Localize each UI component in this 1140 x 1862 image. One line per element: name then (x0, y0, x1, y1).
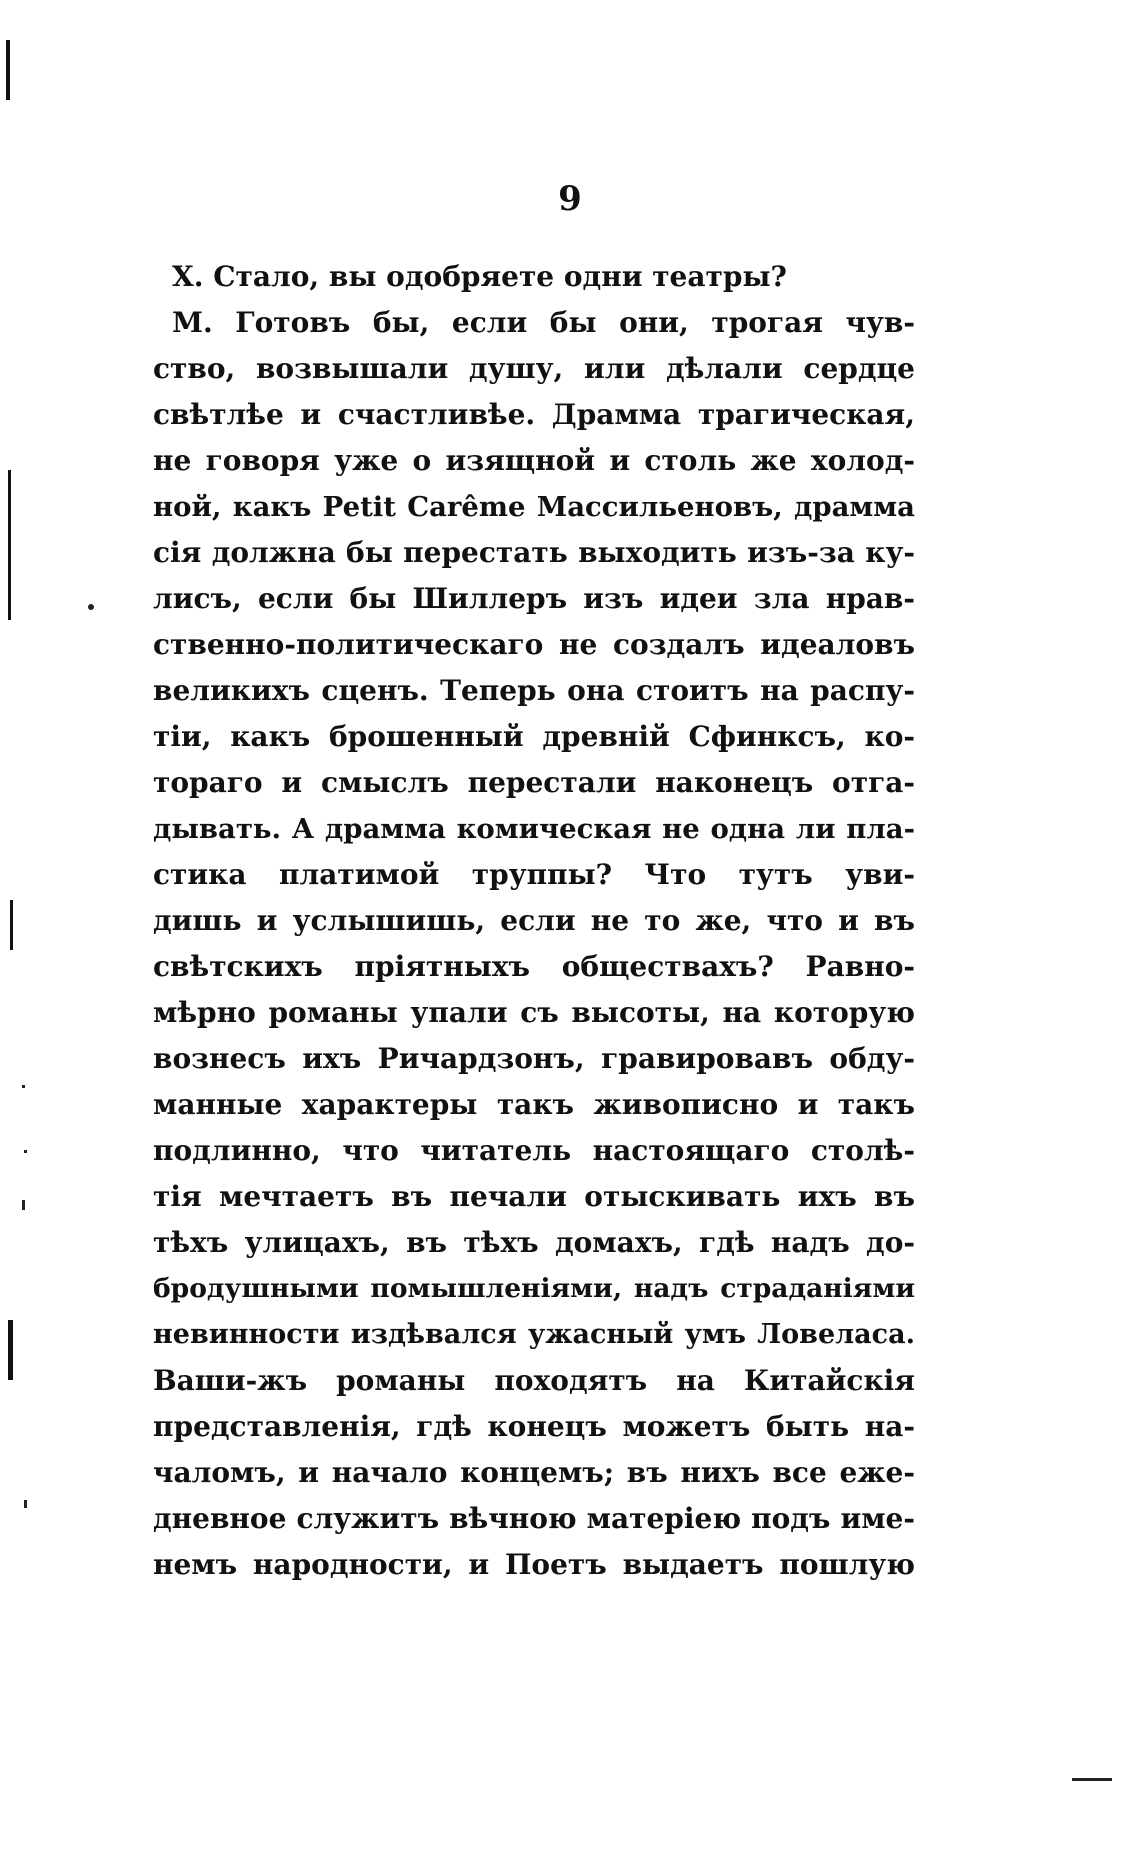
text-line: манные характеры такъ живописно и такъ (153, 1088, 915, 1121)
text-line: свѣтлѣе и счастливѣе. Драмма трагическая, (153, 398, 915, 431)
page-number: 9 (558, 179, 582, 219)
text-line: ство, возвышали душу, или дѣлали сердце (153, 352, 915, 385)
text-line: великихъ сценъ. Теперь она стоитъ на распу- (153, 674, 915, 707)
text-line: немъ народности, и Поетъ выдаетъ пошлую (153, 1548, 915, 1581)
scan-dot (22, 1085, 25, 1088)
text-line: подлинно, что читатель настоящаго столѣ- (153, 1134, 915, 1167)
scan-dot (24, 1500, 27, 1508)
text-line: тія мечтаетъ въ печали отыскивать ихъ въ (153, 1180, 915, 1213)
body-text (153, 254, 915, 1588)
scan-edge-line (8, 470, 11, 620)
text-line: тораго и смыслъ перестали наконецъ отга- (153, 766, 915, 799)
text-line: мѣрно романы упали съ высоты, на которую (153, 996, 915, 1029)
text-line: ственно-политическаго не создалъ идеаловъ (153, 628, 915, 661)
text-line: дневное служитъ вѣчною матеріею подъ име- (153, 1502, 915, 1535)
scan-edge-line (10, 900, 13, 950)
scan-dot (88, 604, 94, 610)
text-line: сія должна бы перестать выходить изъ-за ку- (153, 536, 915, 569)
text-line: М. Готовъ бы, если бы они, трогая чув- (172, 306, 915, 339)
text-line: бродушными помышленіями, надъ страданіями (153, 1273, 915, 1304)
text-line: вознесъ ихъ Ричардзонъ, гравировавъ обду- (153, 1042, 915, 1075)
scan-dot (24, 1150, 27, 1153)
text-line: тѣхъ улицахъ, въ тѣхъ домахъ, гдѣ надъ до- (153, 1226, 915, 1259)
scan-dot (22, 1200, 25, 1210)
text-line: представленія, гдѣ конецъ можетъ быть на- (153, 1410, 915, 1443)
text-line: не говоря уже о изящной и столь же холод- (153, 444, 915, 477)
text-line: ной, какъ Petit Carême Массильеновъ, драмма (153, 491, 915, 523)
scan-edge-line (8, 1320, 13, 1380)
text-line: свѣтскихъ пріятныхъ обществахъ? Равно- (153, 950, 915, 983)
text-line: дишь и услышишь, если не то же, что и въ (153, 904, 915, 937)
text-line: дывать. А драмма комическая не одна ли пла- (153, 813, 915, 845)
text-line: тіи, какъ брошенный древній Сфинксъ, ко- (153, 720, 915, 753)
scan-dot (1072, 1778, 1112, 1781)
text-line: стика платимой труппы? Что тутъ уви- (153, 858, 915, 891)
text-line: чаломъ, и начало концемъ; въ нихъ все еже- (153, 1456, 915, 1489)
text-line: Х. Стало, вы одобряете одни театры? (172, 260, 787, 293)
scan-edge-line (6, 40, 10, 100)
text-line: Ваши-жъ романы походятъ на Китайскія (153, 1364, 915, 1397)
text-line: лисъ, если бы Шиллеръ изъ идеи зла нрав- (153, 582, 915, 615)
text-line: невинности издѣвался ужасный умъ Ловеласа. (153, 1319, 915, 1350)
